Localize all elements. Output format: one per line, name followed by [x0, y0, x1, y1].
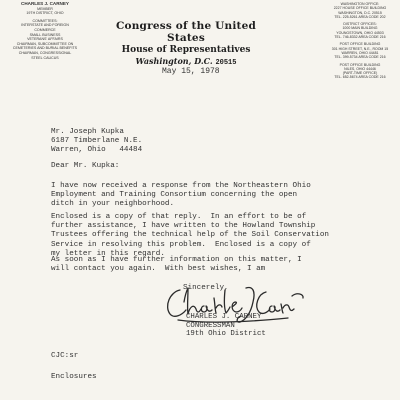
paragraph-line: will contact you again. With best wishes, I am	[51, 265, 266, 274]
paragraph-line: Trustees offering the technical help of the Soil Conservation	[51, 231, 329, 240]
recipient-address	[51, 128, 391, 156]
letterhead-right	[322, 2, 398, 80]
member-name: CHARLES J. CARNEY	[21, 1, 69, 6]
office-line: POST OFFICE BUILDING	[339, 62, 381, 67]
office-line: 2227 HOUSE OFFICE BUILDING	[333, 6, 387, 11]
committees-heading: COMMITTEES:	[32, 18, 58, 23]
office-line: NILES, OHIO 44446	[344, 66, 376, 71]
paragraph-1	[51, 182, 391, 210]
signer-name: CHARLES J. CARNEY	[186, 313, 262, 321]
committee-line: STEEL CAUCUS	[31, 55, 59, 60]
letter-date: May 15, 1978	[162, 67, 220, 76]
paragraph-2	[51, 213, 391, 259]
committee-line: CEMETERIES AND BURIAL BENEFITS	[12, 46, 78, 51]
recipient-name: Mr. Joseph Kupka	[51, 128, 124, 136]
letterhead-left	[6, 2, 84, 60]
closing: Sincerely,	[183, 284, 229, 292]
paragraph-3	[51, 256, 391, 274]
paragraph-line: Employment and Training Consortium concerning the open	[51, 191, 298, 200]
paragraph-line: Service in resolving this problem. Enclosed is a copy of	[51, 240, 311, 249]
office-line: WARREN, OHIO 44481	[341, 50, 379, 55]
paragraph-line: further assistance, I have written to the Howland Township	[51, 222, 316, 231]
committee-line: CHAIRMAN, CONGRESSIONAL	[18, 50, 72, 55]
office-line: TEL. 399-5734 AREA CODE 216	[334, 55, 386, 60]
recipient-city: Warren, Ohio 44484	[51, 146, 143, 155]
office-line: 1000 MAIN BUILDING	[342, 26, 378, 31]
committee-line: SMALL BUSINESS	[29, 32, 61, 37]
office-line: DISTRICT OFFICES:	[343, 22, 377, 27]
office-line: WASHINGTON, D.C. 20515	[338, 10, 382, 15]
office-line: TEL. 225-5261 AREA CODE 202	[334, 14, 386, 19]
committee-line: CHAIRMAN, SUBCOMMITTEE ON	[16, 41, 74, 46]
recipient-street: 6187 Timberlane N.E.	[51, 137, 143, 146]
city-zip: 20515	[215, 59, 237, 67]
office-line: WASHINGTON OFFICE:	[340, 2, 380, 6]
signer-title: CONGRESSMAN	[186, 321, 235, 330]
committee-line: VETERANS' AFFAIRS	[27, 37, 63, 42]
house-heading: House of Representatives	[121, 45, 251, 55]
office-line: (PART-TIME OFFICE)	[342, 71, 378, 76]
signature-block	[186, 313, 266, 339]
office-line: YOUNGSTOWN, OHIO 44503	[336, 30, 384, 35]
letterhead-center	[98, 20, 274, 67]
office-line: POST OFFICE BUILDING	[339, 42, 381, 47]
office-line: TEL. 746-8332 AREA CODE 216	[334, 35, 386, 40]
congress-heading: Congress of the United States	[115, 20, 257, 44]
paragraph-line: Enclosed is a copy of that reply. In an effort to be of	[51, 213, 307, 221]
paragraph-line: ditch in your neighborhood.	[51, 200, 175, 209]
paragraph-line: I have now received a response from the Northeastern Ohio	[51, 182, 311, 190]
committee-line: INTERSTATE AND FOREIGN	[21, 23, 69, 28]
salutation: Dear Mr. Kupka:	[51, 162, 120, 170]
signer-district: 19th Ohio District	[186, 330, 266, 339]
paragraph-line: my letter in this regard.	[51, 249, 165, 258]
paragraph-line: As soon as I have further information on this matter, I	[51, 256, 302, 264]
member-district: 19TH DISTRICT, OHIO	[26, 11, 64, 16]
office-line: TEL. 652-5674 AREA CODE 216	[334, 75, 386, 80]
city-heading	[98, 56, 274, 67]
committee-line: COMMERCE	[34, 27, 56, 32]
office-line: 301 HIGH STREET, N.E., ROOM 15	[331, 46, 389, 51]
enclosures-note: Enclosures	[51, 373, 97, 381]
member-label: MEMBER	[37, 6, 53, 11]
city-name: Washington, D.C.	[135, 56, 213, 66]
reference-initials: CJC:sr	[51, 352, 79, 360]
